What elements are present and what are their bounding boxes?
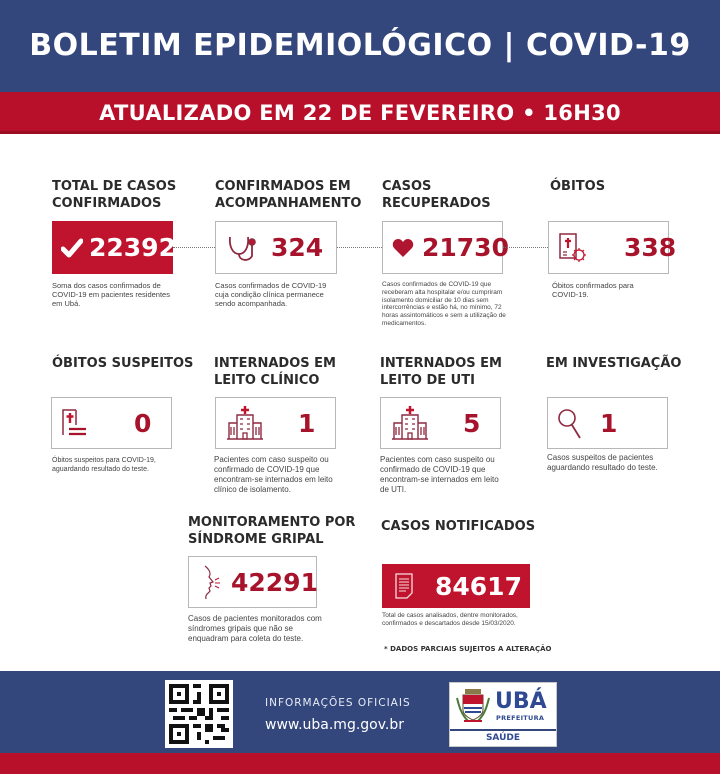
desc-leito-uti: Pacientes com caso suspeito ou confirmado de COVID-19 que encontram-se internados em leito de UTI. <box>380 455 499 494</box>
card-label: TOTAL DE CASOS CONFIRMADOS <box>52 179 177 211</box>
desc-investigacao: Casos suspeitos de pacientes aguardando resultado do teste. <box>547 453 658 472</box>
card-label: MONITORAMENTO POR SÍNDROME GRIPAL <box>188 515 356 547</box>
death-certificate-icon <box>60 407 90 439</box>
card-obitos <box>550 178 605 195</box>
value-obitos: 338 <box>624 233 677 262</box>
document-icon <box>395 573 413 599</box>
connector <box>173 247 215 248</box>
logo-department: SAÚDE <box>450 729 556 747</box>
value-notificados: 84617 <box>435 571 522 601</box>
card-label: INTERNADOS EM LEITO CLÍNICO <box>214 356 336 388</box>
desc-leito-clinico: Pacientes com caso suspeito ou confirmado de COVID-19 que encontram-se internados em leito clínico de isolamento. <box>214 455 333 494</box>
card-acompanhamento <box>215 178 361 212</box>
value-sindrome-gripal: 42291 <box>231 567 318 597</box>
value-box-obitos-suspeitos <box>51 397 172 449</box>
card-notificados <box>381 518 535 535</box>
card-label: CASOS NOTIFICADOS <box>381 519 536 534</box>
value-recuperados: 21730 <box>422 233 509 262</box>
desc-total-confirmados: Soma dos casos confirmados de COVID-19 em pacientes residentes em Ubá. <box>52 281 170 308</box>
logo-subtitle: PREFEITURA <box>496 714 545 722</box>
value-box-sindrome-gripal <box>188 556 317 608</box>
value-box-leito-uti <box>380 397 501 449</box>
value-obitos-suspeitos: 0 <box>134 408 152 438</box>
card-recuperados <box>382 178 491 212</box>
value-box-notificados <box>382 564 530 608</box>
page-title: BOLETIM EPIDEMIOLÓGICO | COVID-19 <box>29 28 691 63</box>
value-total-confirmados: 22392 <box>89 233 176 262</box>
official-info-label: INFORMAÇÕES OFICIAIS <box>265 697 411 709</box>
face-breath-icon <box>201 564 221 600</box>
logo-name: UBÁ <box>495 689 547 714</box>
heart-icon <box>392 238 414 258</box>
card-obitos-suspeitos <box>52 355 193 372</box>
connector <box>503 247 548 248</box>
value-box-acompanhamento <box>215 221 337 274</box>
card-label: INTERNADOS EM LEITO DE UTI <box>380 356 502 388</box>
value-box-obitos <box>548 221 677 274</box>
card-leito-clinico <box>214 355 336 389</box>
desc-obitos: Óbitos confirmados para COVID-19. <box>552 281 634 299</box>
card-label: EM INVESTIGAÇÃO <box>546 356 682 371</box>
value-acompanhamento: 324 <box>271 233 324 262</box>
desc-recuperados: Casos confirmados de COVID-19 que receberam alta hospitalar e/ou cumpriram isolamento domiciliar de 10 dias sem intercorrências e estão há, no mínimo, 72 horas assintomáticos e sem a utilização de medicamentos. <box>382 281 506 327</box>
magnifier-icon <box>556 406 584 440</box>
prefeitura-logo <box>449 682 557 747</box>
card-total-confirmados <box>52 178 176 212</box>
update-band <box>0 92 720 134</box>
value-leito-clinico: 1 <box>298 408 316 438</box>
death-certificate-virus-icon <box>558 232 588 264</box>
disclaimer-note: * DADOS PARCIAIS SUJEITOS A ALTERAÇÃO <box>384 645 552 653</box>
hospital-icon <box>226 405 264 441</box>
stethoscope-icon <box>225 231 259 265</box>
value-box-total-confirmados <box>52 221 176 274</box>
card-investigacao <box>546 355 681 372</box>
value-box-leito-clinico <box>215 397 336 449</box>
value-leito-uti: 5 <box>463 408 481 438</box>
checkmark-icon <box>61 238 83 258</box>
footer-red-band <box>0 753 720 774</box>
desc-sindrome-gripal: Casos de pacientes monitorados com síndromes gripais que não se enquadram para coleta do teste. <box>188 614 322 643</box>
value-investigacao: 1 <box>600 408 618 438</box>
card-label: ÓBITOS SUSPEITOS <box>52 356 194 371</box>
updated-timestamp: ATUALIZADO EM 22 DE FEVEREIRO • 16H30 <box>99 101 621 125</box>
value-box-recuperados <box>382 221 509 274</box>
card-sindrome-gripal <box>188 514 355 548</box>
card-label: CONFIRMADOS EM ACOMPANHAMENTO <box>215 179 362 211</box>
value-box-investigacao <box>547 397 668 449</box>
footer-band <box>0 671 720 753</box>
desc-notificados: Total de casos analisados, dentre monitorados, confirmados e descartados desde 15/03/2020. <box>382 612 518 627</box>
hospital-icon <box>391 405 429 441</box>
connector <box>337 247 382 248</box>
desc-acompanhamento: Casos confirmados de COVID-19 cuja condição clínica permanece sendo acompanhada. <box>215 281 327 308</box>
website-link[interactable]: www.uba.mg.gov.br <box>265 717 405 733</box>
card-label: ÓBITOS <box>550 179 606 194</box>
desc-obitos-suspeitos: Óbitos suspeitos para COVID-19, aguardando resultado do teste. <box>52 457 156 473</box>
header-band <box>0 0 720 92</box>
city-crest-icon <box>456 688 490 724</box>
qr-code[interactable] <box>165 680 233 748</box>
card-label: CASOS RECUPERADOS <box>382 179 491 211</box>
card-leito-uti <box>380 355 502 389</box>
